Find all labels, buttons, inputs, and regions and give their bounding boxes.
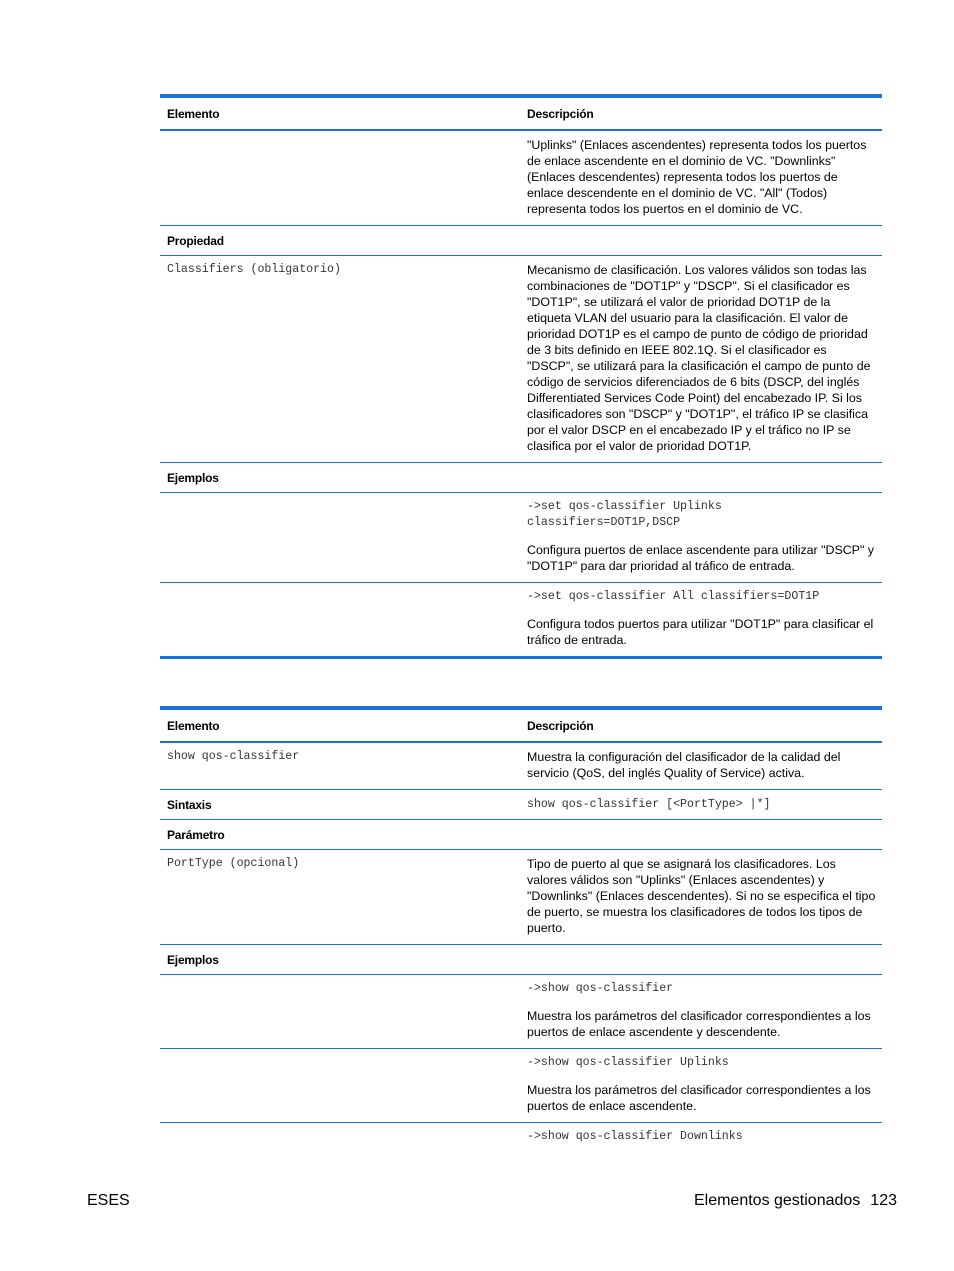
table-header xyxy=(160,98,882,131)
section-label: Propiedad xyxy=(167,233,224,248)
table-row xyxy=(160,850,882,945)
classifiers-property: Classifiers (obligatorio) xyxy=(167,263,341,276)
table-row xyxy=(160,1049,882,1123)
example-code: ->show qos-classifier Uplinks xyxy=(527,1056,729,1069)
table-row xyxy=(160,131,882,226)
footer-locale: ESES xyxy=(87,1192,130,1209)
section-row-parametro xyxy=(160,820,882,850)
table-row xyxy=(160,583,882,656)
section-label: Ejemplos xyxy=(167,470,219,485)
section-row-ejemplos xyxy=(160,463,882,493)
table-row xyxy=(160,493,882,583)
header-elemento: Elemento xyxy=(167,106,220,121)
footer-page-info xyxy=(694,1192,897,1210)
table-row xyxy=(160,743,882,790)
section-row-sintaxis xyxy=(160,790,882,820)
page-number: 123 xyxy=(870,1192,897,1209)
classifiers-description: Mecanismo de clasificación. Los valores válidos son todas las combinaciones de "DOT1P" y "DSCP". Si el clasificador es "DOT1P", se utilizará el valor de prioridad DOT1P de la etiqueta VLAN del usuario para la clasificación. El valor de prioridad DOT1P es el campo de punto de código de prioridad de 3 bits definido en IEEE 802.1Q. Si el clasificador es "DSCP", se utilizará para la clasificación el campo de punto de código de servicios diferenciados de 6 bits (DSCP, del inglés Differentiated Services Code Point) del encabezado IP. Si los clasificadores son "DSCP" y "DOT1P", el tráfico IP se clasifica por el valor DSCP en el encabezado IP y el tráfico no IP se clasifica por el valor de prioridad DOT1P. xyxy=(527,263,871,453)
example-description: Configura todos puertos para utilizar "DOT1P" para clasificar el tráfico de entrada. xyxy=(527,617,874,647)
example-code: ->show qos-classifier xyxy=(527,982,674,995)
example-code: ->show qos-classifier Downlinks xyxy=(527,1130,743,1143)
header-descripcion: Descripción xyxy=(527,106,594,121)
porttype-description: Tipo de puerto al que se asignará los clasificadores. Los valores válidos son "Uplinks" (Enlaces ascendentes) y "Downlinks" (Enlaces descendentes). Si no se especifica el tipo de puerto, se muestra los clasificadores de todos los tipos de puerto. xyxy=(527,857,876,935)
example-description: Configura puertos de enlace ascendente para utilizar "DSCP" y "DOT1P" para dar prioridad al tráfico de entrada. xyxy=(527,543,874,573)
table-header xyxy=(160,710,882,743)
syntax-code: show qos-classifier [<PortType> |*] xyxy=(527,797,771,811)
table-show-qos-classifier xyxy=(160,706,882,1153)
footer-section-title: Elementos gestionados xyxy=(693,1192,861,1209)
example-code: classifiers=DOT1P,DSCP xyxy=(527,516,681,529)
example-code: ->set qos-classifier All classifiers=DOT1P xyxy=(527,590,820,603)
uplinks-description: "Uplinks" (Enlaces ascendentes) representa todos los puertos de enlace ascendente en el dominio de VC. "Downlinks" (Enlaces descendentes) representa todos los puertos de enlace descendente en el dominio de VC. "All" (Todos) representa todos los puertos en el dominio de VC. xyxy=(527,138,867,216)
section-label: Ejemplos xyxy=(167,952,219,967)
table-set-qos-classifier xyxy=(160,94,882,659)
show-command: show qos-classifier xyxy=(167,750,300,763)
section-row-propiedad xyxy=(160,226,882,256)
table-row xyxy=(160,256,882,463)
header-descripcion: Descripción xyxy=(527,718,594,733)
section-row-ejemplos xyxy=(160,945,882,975)
header-elemento: Elemento xyxy=(167,718,220,733)
porttype-parameter: PortType (opcional) xyxy=(167,857,300,870)
example-description: Muestra los parámetros del clasificador correspondientes a los puertos de enlace ascendente. xyxy=(527,1083,871,1113)
show-description: Muestra la configuración del clasificador de la calidad del servicio (QoS, del inglés Quality of Service) activa. xyxy=(527,750,841,780)
example-description: Muestra los parámetros del clasificador correspondientes a los puertos de enlace ascendente y descendente. xyxy=(527,1009,871,1039)
table-row xyxy=(160,1123,882,1153)
section-label: Sintaxis xyxy=(167,797,212,812)
section-label: Parámetro xyxy=(167,827,225,842)
table-row xyxy=(160,975,882,1049)
example-code: ->set qos-classifier Uplinks xyxy=(527,500,722,513)
